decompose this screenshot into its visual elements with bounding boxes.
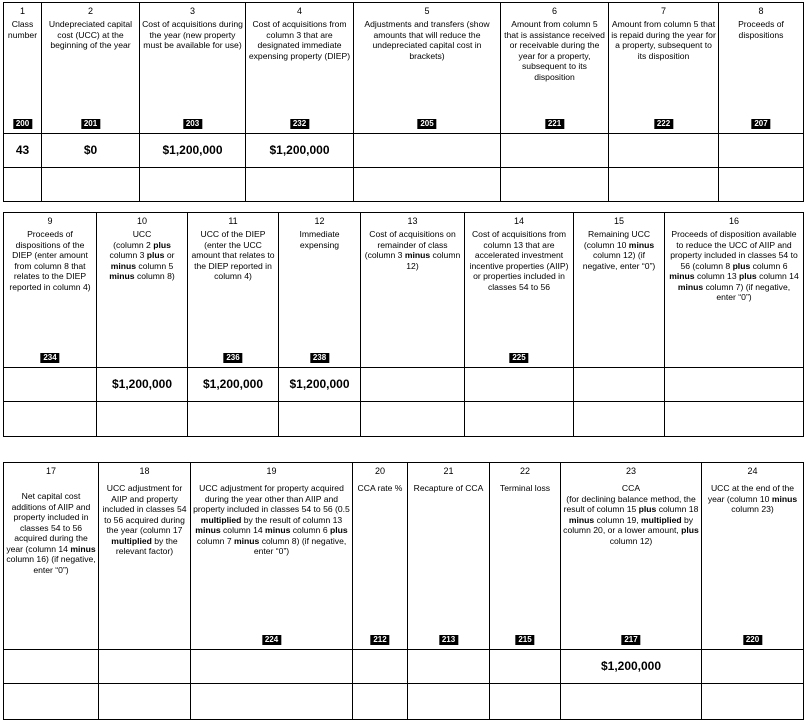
blank-cell[interactable]	[501, 168, 609, 202]
value-cell[interactable]: $1,200,000	[246, 134, 354, 168]
value-cell[interactable]	[408, 650, 490, 684]
column-header: 8 Proceeds of dispositions 207	[719, 3, 804, 134]
line-code-badge: 203	[183, 119, 202, 129]
column-header: 22 Terminal loss 215	[490, 463, 561, 650]
blank-cell[interactable]	[574, 402, 665, 437]
value-cell[interactable]	[490, 650, 561, 684]
header-row	[4, 213, 804, 368]
line-code-badge: 238	[310, 353, 329, 363]
column-header: 20 CCA rate % 212	[353, 463, 408, 650]
line-code-badge: 205	[417, 119, 436, 129]
value-row	[4, 368, 804, 402]
line-code-badge: 221	[545, 119, 564, 129]
column-header: 19 UCC adjustment for property acquired during the year other than AIIP and property included in classes 54 to 56 (0.5 multiplied by the result of column 13 minus column 14 minus column 6 plus column 7 minus column 8) (if negative, enter “0”) 224	[191, 463, 353, 650]
value-cell[interactable]	[4, 368, 97, 402]
blank-cell[interactable]	[4, 684, 99, 720]
blank-cell[interactable]	[354, 168, 501, 202]
blank-cell[interactable]	[140, 168, 246, 202]
value-cell[interactable]	[361, 368, 465, 402]
value-cell[interactable]: $1,200,000	[97, 368, 188, 402]
blank-cell[interactable]	[42, 168, 140, 202]
value-cell[interactable]	[574, 368, 665, 402]
line-code-badge: 224	[262, 635, 281, 645]
header-row	[4, 3, 804, 134]
column-header: 6 Amount from column 5 that is assistance received or receivable during the year for a property, subsequent to its disposition 221	[501, 3, 609, 134]
blank-cell[interactable]	[4, 402, 97, 437]
value-cell[interactable]	[465, 368, 574, 402]
blank-cell[interactable]	[408, 684, 490, 720]
value-cell[interactable]	[99, 650, 191, 684]
value-cell[interactable]	[719, 134, 804, 168]
line-code-badge: 207	[751, 119, 770, 129]
value-cell[interactable]	[702, 650, 804, 684]
blank-cell[interactable]	[279, 402, 361, 437]
column-header: 7 Amount from column 5 that is repaid during the year for a property, subsequent to its disposition 222	[609, 3, 719, 134]
blank-cell[interactable]	[665, 402, 804, 437]
section-1-table	[3, 2, 804, 202]
value-cell[interactable]: 43	[4, 134, 42, 168]
blank-cell[interactable]	[702, 684, 804, 720]
blank-row	[4, 402, 804, 437]
line-code-badge: 222	[654, 119, 673, 129]
blank-cell[interactable]	[4, 168, 42, 202]
blank-cell[interactable]	[609, 168, 719, 202]
blank-cell[interactable]	[465, 402, 574, 437]
line-code-badge: 234	[40, 353, 59, 363]
column-header: 18 UCC adjustment for AIIP and property included in classes 54 to 56 acquired during the year (column 17 multiplied by the relevant factor)	[99, 463, 191, 650]
column-header: 9 Proceeds of dispositions of the DIEP (enter amount from column 8 that relates to the DIEP reported in column 4) 234	[4, 213, 97, 368]
blank-cell[interactable]	[99, 684, 191, 720]
column-header: 4 Cost of acquisitions from column 3 that are designated immediate expensing property (DIEP) 232	[246, 3, 354, 134]
value-cell[interactable]	[609, 134, 719, 168]
line-code-badge: 200	[13, 119, 32, 129]
blank-cell[interactable]	[719, 168, 804, 202]
column-header: 1 Class number 200	[4, 3, 42, 134]
value-cell[interactable]	[353, 650, 408, 684]
line-code-badge: 225	[509, 353, 528, 363]
line-code-badge: 220	[743, 635, 762, 645]
blank-cell[interactable]	[188, 402, 279, 437]
column-header: 24 UCC at the end of the year (column 10 minus column 23) 220	[702, 463, 804, 650]
blank-cell[interactable]	[353, 684, 408, 720]
value-cell[interactable]	[354, 134, 501, 168]
blank-row	[4, 168, 804, 202]
line-code-badge: 215	[515, 635, 534, 645]
blank-cell[interactable]	[246, 168, 354, 202]
value-cell[interactable]: $1,200,000	[140, 134, 246, 168]
line-code-badge: 212	[370, 635, 389, 645]
value-row	[4, 134, 804, 168]
value-cell[interactable]	[501, 134, 609, 168]
line-code-badge: 201	[81, 119, 100, 129]
column-header: 3 Cost of acquisitions during the year (new property must be available for use) 203	[140, 3, 246, 134]
blank-row	[4, 684, 804, 720]
value-cell[interactable]: $0	[42, 134, 140, 168]
line-code-badge: 232	[290, 119, 309, 129]
value-row	[4, 650, 804, 684]
line-code-badge: 236	[223, 353, 242, 363]
column-header: 17 Net capital cost additions of AIIP and property included in classes 54 to 56 acquired during the year (column 14 minus column 16) (if negative, enter “0”)	[4, 463, 99, 650]
column-header: 10 UCC (column 2 plus column 3 plus or minus column 5 minus column 8)	[97, 213, 188, 368]
column-header: 11 UCC of the DIEP (enter the UCC amount that relates to the DIEP reported in column 4) 236	[188, 213, 279, 368]
column-header: 15 Remaining UCC (column 10 minus column 12) (if negative, enter “0”)	[574, 213, 665, 368]
blank-cell[interactable]	[361, 402, 465, 437]
column-header: 21 Recapture of CCA 213	[408, 463, 490, 650]
value-cell[interactable]	[665, 368, 804, 402]
blank-cell[interactable]	[490, 684, 561, 720]
value-cell[interactable]: $1,200,000	[279, 368, 361, 402]
blank-cell[interactable]	[561, 684, 702, 720]
section-2-table	[3, 212, 804, 437]
line-code-badge: 213	[439, 635, 458, 645]
column-header: 12 Immediate expensing 238	[279, 213, 361, 368]
column-header: 23 CCA (for declining balance method, the result of column 15 plus column 18 minus column 19, multiplied by column 20, or a lower amount, plus column 12) 217	[561, 463, 702, 650]
line-code-badge: 217	[621, 635, 640, 645]
header-row	[4, 463, 804, 650]
column-header: 16 Proceeds of disposition available to reduce the UCC of AIIP and property included in classes 54 to 56 (column 8 plus column 6 minus column 13 plus column 14 minus column 7) (if negative, enter “0”)	[665, 213, 804, 368]
column-header: 13 Cost of acquisitions on remainder of class (column 3 minus column 12)	[361, 213, 465, 368]
column-header: 2 Undepreciated capital cost (UCC) at the beginning of the year 201	[42, 3, 140, 134]
value-cell[interactable]	[191, 650, 353, 684]
column-header: 14 Cost of acquisitions from column 13 that are accelerated investment incentive properties (AIIP) or properties included in classes 54 to 56 225	[465, 213, 574, 368]
value-cell[interactable]: $1,200,000	[188, 368, 279, 402]
blank-cell[interactable]	[97, 402, 188, 437]
column-header: 5 Adjustments and transfers (show amounts that will reduce the undepreciated capital cost in brackets) 205	[354, 3, 501, 134]
blank-cell[interactable]	[191, 684, 353, 720]
section-3-table	[3, 462, 804, 720]
value-cell[interactable]	[4, 650, 99, 684]
value-cell[interactable]: $1,200,000	[561, 650, 702, 684]
